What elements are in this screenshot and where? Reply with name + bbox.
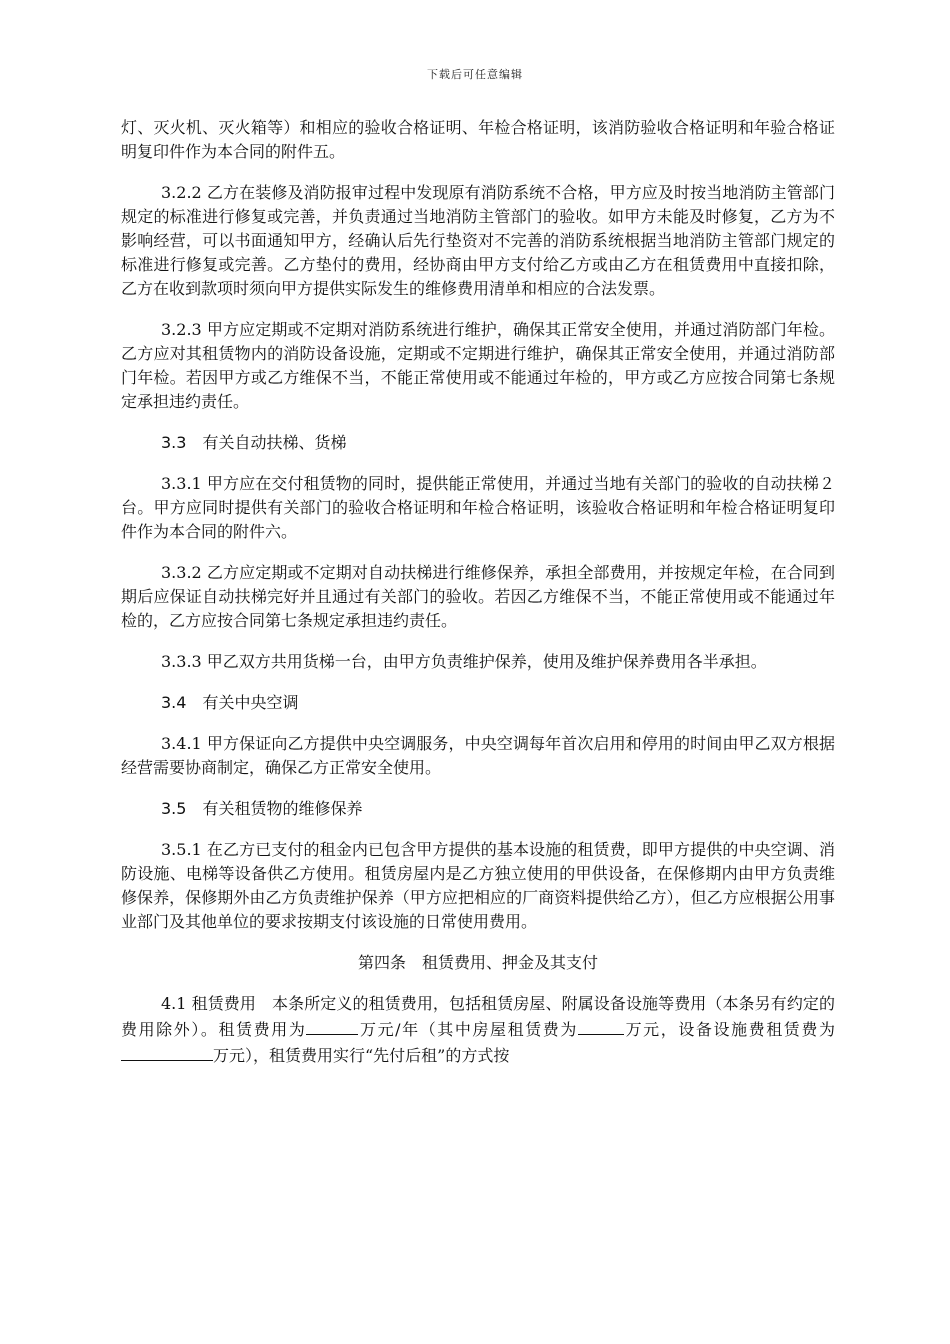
- blank-equipment-rent: [121, 1042, 213, 1061]
- paragraph-3-2-2: 3.2.2 乙方在装修及消防报审过程中发现原有消防系统不合格，甲方应及时按当地消防主管部门规定的标准进行修复或完善，并负责通过当地消防主管部门的验收。如甲方未能及时修复，乙方为不影响经营，可以书面通知甲方，经确认后先行垫资对不完善的消防系统根据当地消防主管部门规定的标准进行修复或完善。乙方垫付的费用，经协商由甲方支付给乙方或由乙方在租赁费用中直接扣除，乙方在收到款项时须向甲方提供实际发生的维修费用清单和相应的合法发票。: [121, 183, 835, 298]
- paragraph-3-5-1: 3.5.1 在乙方已支付的租金内已包含甲方提供的基本设施的租赁费，即甲方提供的中央空调、消防设施、电梯等设备供乙方使用。租赁房屋内是乙方独立使用的甲供设备，在保修期内由甲方负责维修保养，保修期外由乙方负责维护保养（甲方应把相应的厂商资料提供给乙方），但乙方应根据公用事业部门及其他单位的要求按期支付该设施的日常使用费用。: [121, 840, 835, 931]
- paragraph-4-1-part-3: 万元，设备设施费租赁费为: [623, 1020, 835, 1039]
- paragraph-continuation: 灯、灭火机、灭火箱等）和相应的验收合格证明、年检合格证明，该消防验收合格证明和年验合格证明复印件作为本合同的附件五。: [121, 118, 835, 161]
- heading-3-3: 3.3 有关自动扶梯、货梯: [161, 433, 347, 452]
- heading-3-5: 3.5 有关租赁物的维修保养: [161, 799, 363, 818]
- paragraph-4-1-part-1: 4.1 租赁费用 本条所定义的租赁费用，包括租赁房屋、附属设备设施等费用（本条另有约定的费用除外）。租赁费用为: [121, 994, 835, 1039]
- paragraph-3-3-3: 3.3.3 甲乙双方共用货梯一台，由甲方负责维护保养，使用及维护保养费用各半承担。: [161, 652, 767, 671]
- paragraph-3-4-1: 3.4.1 甲方保证向乙方提供中央空调服务，中央空调每年首次启用和停用的时间由甲乙双方根据经营需要协商制定，确保乙方正常安全使用。: [121, 734, 835, 777]
- paragraph-3-3-2: 3.3.2 乙方应定期或不定期对自动扶梯进行维修保养，承担全部费用，并按规定年检，在合同到期后应保证自动扶梯完好并且通过有关部门的验收。若因乙方维保不当，不能正常使用或不能通过年检的，乙方应按合同第七条规定承担违约责任。: [121, 563, 835, 630]
- heading-3-4: 3.4 有关中央空调: [161, 693, 299, 712]
- article-4-heading: 第四条 租赁费用、押金及其支付: [357, 953, 598, 972]
- blank-house-rent: [578, 1016, 624, 1035]
- document-body: [121, 116, 835, 1085]
- paragraph-3-2-3: 3.2.3 甲方应定期或不定期对消防系统进行维护，确保其正常安全使用，并通过消防部门年检。乙方应对其租赁物内的消防设备设施，定期或不定期进行维护，确保其正常安全使用，并通过消防部门年检。若因甲方或乙方维保不当，不能正常使用或不能通过年检的，甲方或乙方应按合同第七条规定承担违约责任。: [121, 320, 835, 411]
- page-header: 下载后可任意编辑: [427, 68, 523, 81]
- paragraph-4-1: [121, 992, 835, 1068]
- paragraph-4-1-part-4: 万元），租赁费用实行“先付后租”的方式按: [213, 1046, 510, 1065]
- paragraph-3-3-1: 3.3.1 甲方应在交付租赁物的同时，提供能正常使用，并通过当地有关部门的验收的自动扶梯２台。甲方应同时提供有关部门的验收合格证明和年检合格证明，该验收合格证明和年检合格证明复印件作为本合同的附件六。: [121, 474, 835, 541]
- paragraph-4-1-part-2: 万元/年（其中房屋租赁费为: [358, 1020, 578, 1039]
- blank-total-rent: [306, 1016, 358, 1035]
